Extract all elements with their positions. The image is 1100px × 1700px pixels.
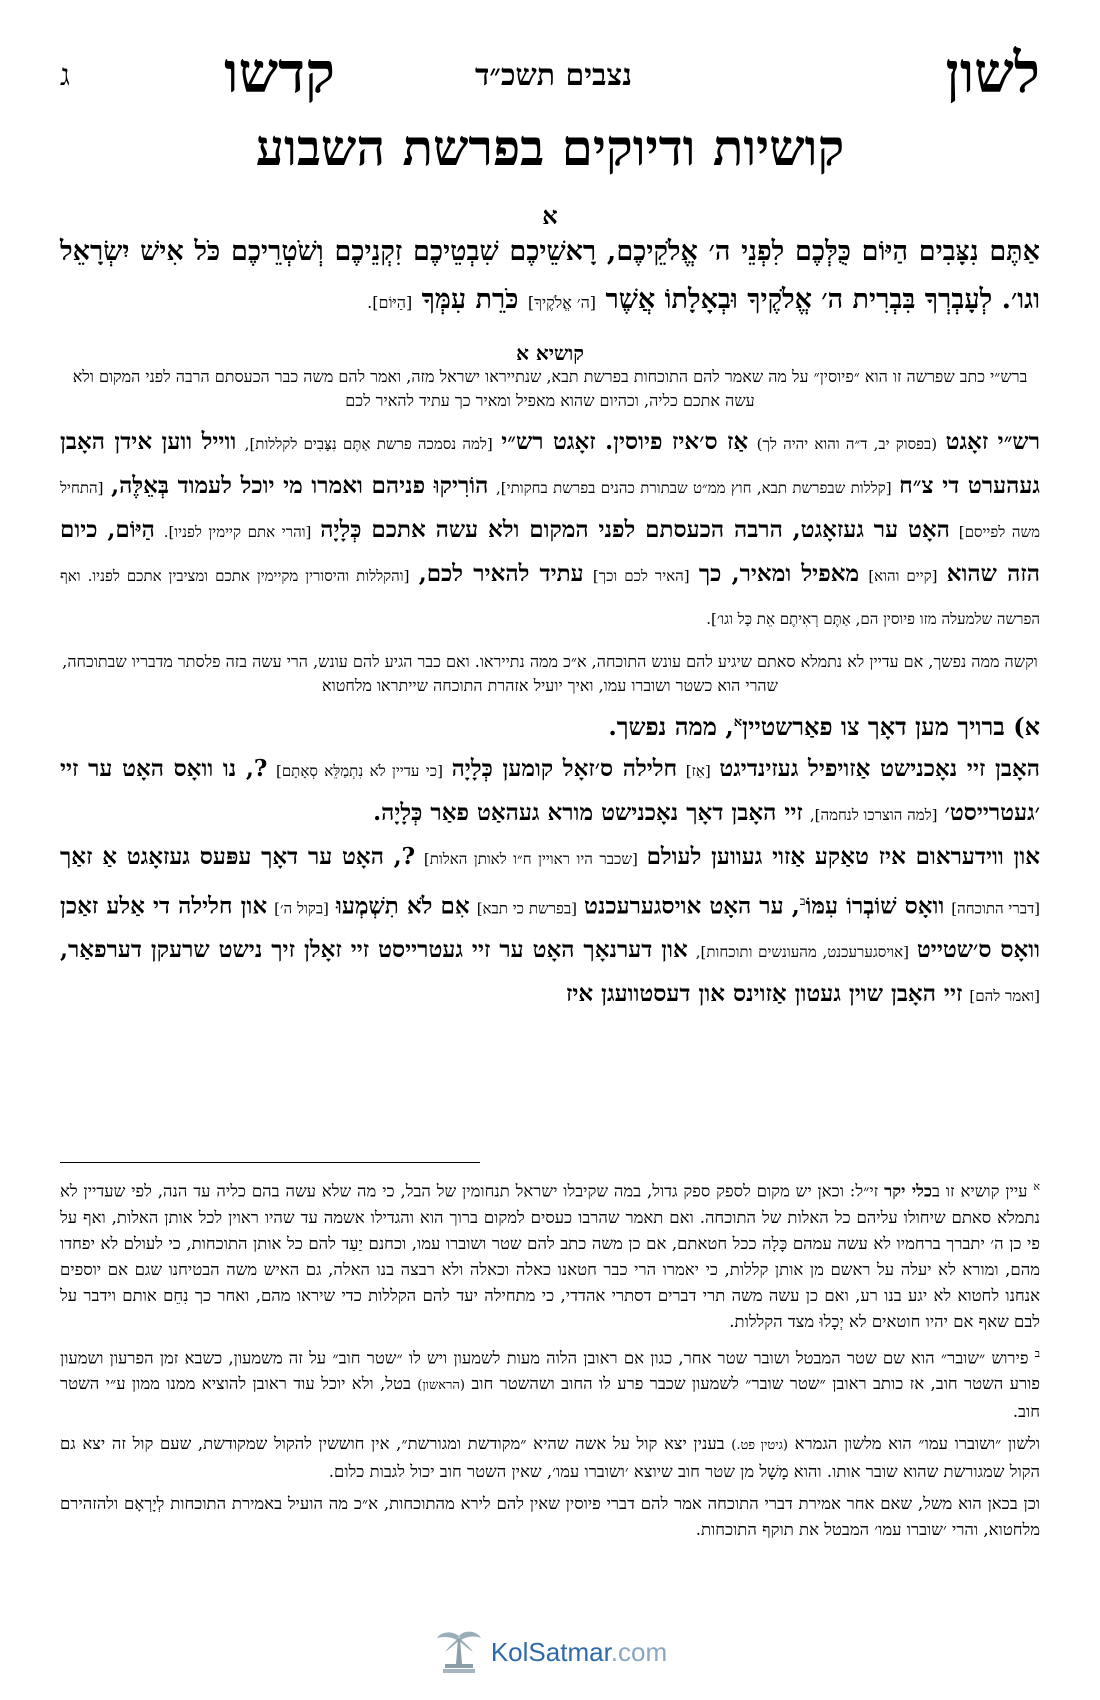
text-bold: הוֹרִיקוּ פניהם ואמרו מי יוכל לעמוד בְּאֵלֶּה,	[111, 472, 489, 499]
header-parsha-year: נצבים תשכ״ד	[475, 58, 632, 93]
text-small: [שכבר היו ראויין ח״ו לאותן האלות]	[423, 850, 638, 868]
watermark-tld: .com	[610, 1636, 668, 1667]
palm-tree-books-icon	[433, 1628, 485, 1676]
watermark-brand-name: KolSatmar	[490, 1636, 611, 1667]
text-bold: ?, נו וואָס האָט ער זיי ׳געטרייסט׳	[60, 755, 1040, 826]
footnote-text: בטל, ולא יוכל עוד ראובן להוציא ממנו ממון ע״י השטר חוב.	[60, 1374, 1040, 1421]
footnote-b-cont	[60, 1431, 1040, 1485]
text-bold: , ער האָט אויסגערעכנט	[583, 892, 800, 920]
text-small: [בפרשת כי תבא]	[476, 899, 577, 918]
pasuk-small-1: [ה׳ אֱלֹקֶיךָ]	[527, 293, 597, 312]
subsection-a	[60, 702, 1040, 748]
text-small: [האיר לכם וכך]	[592, 567, 690, 585]
text-bold: וואָס שׁוֹבְרוֹ עִמּוֹ	[805, 892, 945, 920]
text-bold: עתיד להאיר לכם,	[418, 560, 584, 587]
page-number: ג	[60, 58, 70, 93]
footnote-ref-b[interactable]: ב	[799, 894, 806, 908]
text-bold: ?, האָט ער דאָך עפּעס געזאָגט אַ זאַך	[60, 843, 416, 870]
text-bold: און ווידעראום איז טאַקע אַזוי געווען לעולם	[646, 843, 1041, 870]
text-small: [קללות שבפרשת תבא, חוץ ממ״ט שבתורת כהנים בפרשת בחקותי],	[496, 479, 892, 497]
watermark	[0, 1628, 1100, 1678]
text-small: [דברי התוכחה]	[951, 899, 1041, 918]
text-bold: זיי האָבן דאָך נאָכנישט מורא געהאַט פאַר כְּלָיָה.	[373, 799, 803, 826]
text-bold: הַיּוֹם, כיום הזה שהוא	[60, 516, 1040, 587]
footnote-text: פירוש ״שובר״ הוא שם שטר המבטל ושובר שטר אחר, כגון אם ראובן הלוה מעות לשמעון ויש לו ״שטר חוב״ על זה משמעון, כשבא זמן הפרעון ושמעון פורע השטר חוב, אז כותב ראובן ״שטר שובר״ לשמעון שכבר פרע לו החוב ושהשטר חוב	[60, 1348, 1040, 1393]
footnote-b-cont-2: וכן בכאן הוא משל, שאם אחר אמירת דברי התוכחה אמר להם דברי פיוסין שאין להם לירא מהתוכחות, א״כ מה הועיל באמירת התוכחות לְיָרְאָם ולהזהירם מלחטוא, והרי ׳שוברו עמו׳ המבטל את תוקף התוכחות.	[60, 1494, 1040, 1539]
pasuk-mid: כֹּרֵת עִמְּךָ	[421, 284, 519, 315]
text-bold: און דערנאָך האָט ער זיי געטרייסט זיי זאָלן זיך נישט שרעקן דערפאַר,	[60, 936, 688, 964]
text-bold: מאפיל ומאיר, כך	[698, 560, 860, 587]
text-bold: אַז ס׳איז פיוסין. זאָגט רש״י	[501, 428, 749, 455]
text-small: (בפסוק יב, ד״ה והוא יהיה לך)	[756, 435, 938, 453]
footnote-text: בענין יצא קול על אשה שהיא ״מקודשת ומגורשת״, אין חוששין להקול שמקודשת, שעם קול זה יצא גם הקול שמגורשת שהוא שובר אותו. והוא מָשָׁל מן שטר חוב שיוצא ׳ושוברו עמו׳, שאין השטר חוב יכול לגבות כלום.	[60, 1434, 1040, 1481]
text-small: [אויסגערעכנט, מהעונשים ותוכחות],	[695, 943, 909, 962]
text-small: [אַז]	[685, 762, 711, 780]
text-bold: חלילה ס׳זאָל קומען כְּלָיָה	[451, 755, 678, 782]
text-bold: האָבן זיי נאָכנישט אַזויפיל געזינדיגט	[719, 755, 1040, 782]
footnote-b	[60, 1341, 1040, 1426]
pasuk-small-2: [הַיּוֹם].	[367, 293, 413, 312]
text-small: [התחיל משה לפייסם]	[60, 479, 1040, 541]
footnote-mark: א	[1033, 1180, 1041, 1193]
pasuk-main: אַתֶּם נִצָּבִים הַיּוֹם כֻּלְּכֶם לִפְנֵי ה׳ אֱלֹקֵיכֶם, רָאשֵׁיכֶם שִׁבְטֵיכֶם זִקְנֵיכֶם וְשֹׁטְרֵיכֶם כֹּל אִישׁ יִשְׂרָאֵל וגו׳. לְעָבְרְךָ בִּבְרִית ה׳ אֱלֹקֶיךָ וּבְאָלָתוֹ אֲשֶׁר	[60, 236, 1040, 315]
text-bold: און חלילה די אַלע זאַכן וואָס ס׳שטייט	[60, 892, 1040, 964]
main-body	[60, 201, 1041, 1017]
paragraph-rashi	[60, 421, 1040, 640]
text-small: [למה נסמכה פרשת אַתֶּם נִצָּבִים לקללות],	[244, 435, 493, 453]
text-small: [כי עדיין לֹא נִתְמַלֵּא סְאָתָם]	[275, 762, 443, 780]
kushya-heading: קושיא א	[516, 341, 584, 365]
page-title: קושיות ודיוקים בפרשת השבוע	[255, 118, 845, 177]
text-bold: אִם לֹא תִשְׁמְעוּ	[335, 892, 470, 920]
footnote-small: (גיטין פט.)	[731, 1438, 788, 1453]
text-small: [והקללות והיסורין מקיימין אתכם ומציבין אתכם לפניו. ואף הפרשה שלמעלה מזו פיוסין הם, אַתֶּם רְאִיתֶם אֵת כָּל וגו׳].	[60, 567, 1040, 628]
paragraph-2	[60, 748, 1040, 836]
footnote-ref-a[interactable]: א	[733, 715, 743, 730]
text-bold: רש״י זאָגט	[945, 428, 1041, 455]
footnote-separator	[60, 1162, 480, 1163]
footnote-mark: ב	[1034, 1346, 1040, 1360]
subsection-a-end: , ממה נפשך.	[608, 712, 734, 741]
pasuk-text	[60, 228, 1040, 327]
footnote-text: עיין קושיא זו ב	[931, 1181, 1028, 1201]
subsection-a-text: א) ברויך מען דאָך צו פאַרשטיין	[742, 712, 1040, 741]
footnote-text: ולשון ״ושוברו עמו״ הוא מלשון הגמרא	[794, 1434, 1040, 1453]
paragraph-3	[60, 836, 1040, 1017]
text-small: [למה הוצרכו לנחמה],	[809, 806, 938, 824]
text-small: [ואמר להם]	[969, 987, 1040, 1006]
footnote-text: זי״ל: וכאן יש מקום לספק ספק גדול, במה שקיבלו ישראל תנחומין של הבל, כי מה שלא עשה בהם כליה עד הנה, לפי שעדיין לא נתמלא סאתם שיחולו עליהם כל האלות של התוכחה. ואם תאמר שהרבו כעסים למקום ברוך הוא והגדילו אשמה עד שהיו ראוין לכל אותן האלות, ואף על פי כן ה׳ יתברך ברחמיו לא עשה עמהם כָּלָה ככל חטאתם, אם כן משה כתב להם שטר ושוברו עמו, וכחנם יַעַד להם כל אותן התוכחות, כי לעולם לא יפחדו מהם, ומורא לא יעלה על ראשם מן אותן קללות, כי יאמרו הרי כבר חטאנו כאלה וכאלה ולא רבצה בנו האלה, גם האיש משה הבטיחנו שגם אם יוספים אנחנו לחטוא לא יגע בנו רע, ואם כן עשה משה תרי דברים דסתרי אהדדי, כי מתחילה יעד להם הקללות כדי שיראו מהם, ואחר כך נִחֵם אותם וידבר על לבם שאף אם יהיו חוטאים לא יְכָלוּ מצד הקללות.	[60, 1181, 1040, 1331]
header-lashon: לשון	[945, 40, 1040, 106]
section-letter: א	[542, 201, 558, 230]
footnote-small: (הראשון)	[417, 1378, 465, 1393]
text-small: [והרי אתם קיימין לפניו].	[163, 523, 312, 541]
kasha-note: וקשה ממה נפשך, אם עדיין לא נתמלא סאתם שיגיע להם עונש התוכחה, א״כ ממה נתייראו. ואם כבר הגיע להם עונש, הרי עשה בזה פלסתר מדבריו שבתוכחה, שהרי הוא כשטר ושוברו עמו, ואיך יועיל אזהרת התוכחה שייתראו מלחטוא	[62, 652, 1038, 695]
text-bold: האָט ער געזאָגט, הרבה הכעסתם לפני המקום ולא עשה אתכם כְּלָיָה	[320, 516, 950, 543]
text-bold: זיי האָבן שוין געטון אַזוינס און דעסטוועגן איז	[565, 980, 963, 1008]
footnote-bold: כלי יקר	[884, 1181, 932, 1201]
footnote-a	[60, 1174, 1040, 1335]
text-small: [בקול ה׳]	[274, 899, 329, 918]
footnotes	[60, 1174, 1040, 1549]
header-kodsho: קדשו	[224, 40, 335, 106]
text-small: [קיים והוא]	[868, 567, 938, 585]
kushya-text: ברש״י כתב שפרשה זו הוא ״פיוסין״ על מה שאמר להם התוכחות בפרשת תבא, שנתייראו ישראל מזה, ואמר להם משה כבר הכעסתם הרבה לפני המקום ולא עשה אתכם כליה, וכהיום שהוא מאפיל ומאיר כך עתיד להאיר לכם	[72, 367, 1028, 410]
running-header	[60, 40, 1040, 110]
watermark-brand	[491, 1637, 667, 1668]
text-bold: ווייל ווען אידן האָבן געהערט די צ״ח	[60, 428, 1040, 499]
